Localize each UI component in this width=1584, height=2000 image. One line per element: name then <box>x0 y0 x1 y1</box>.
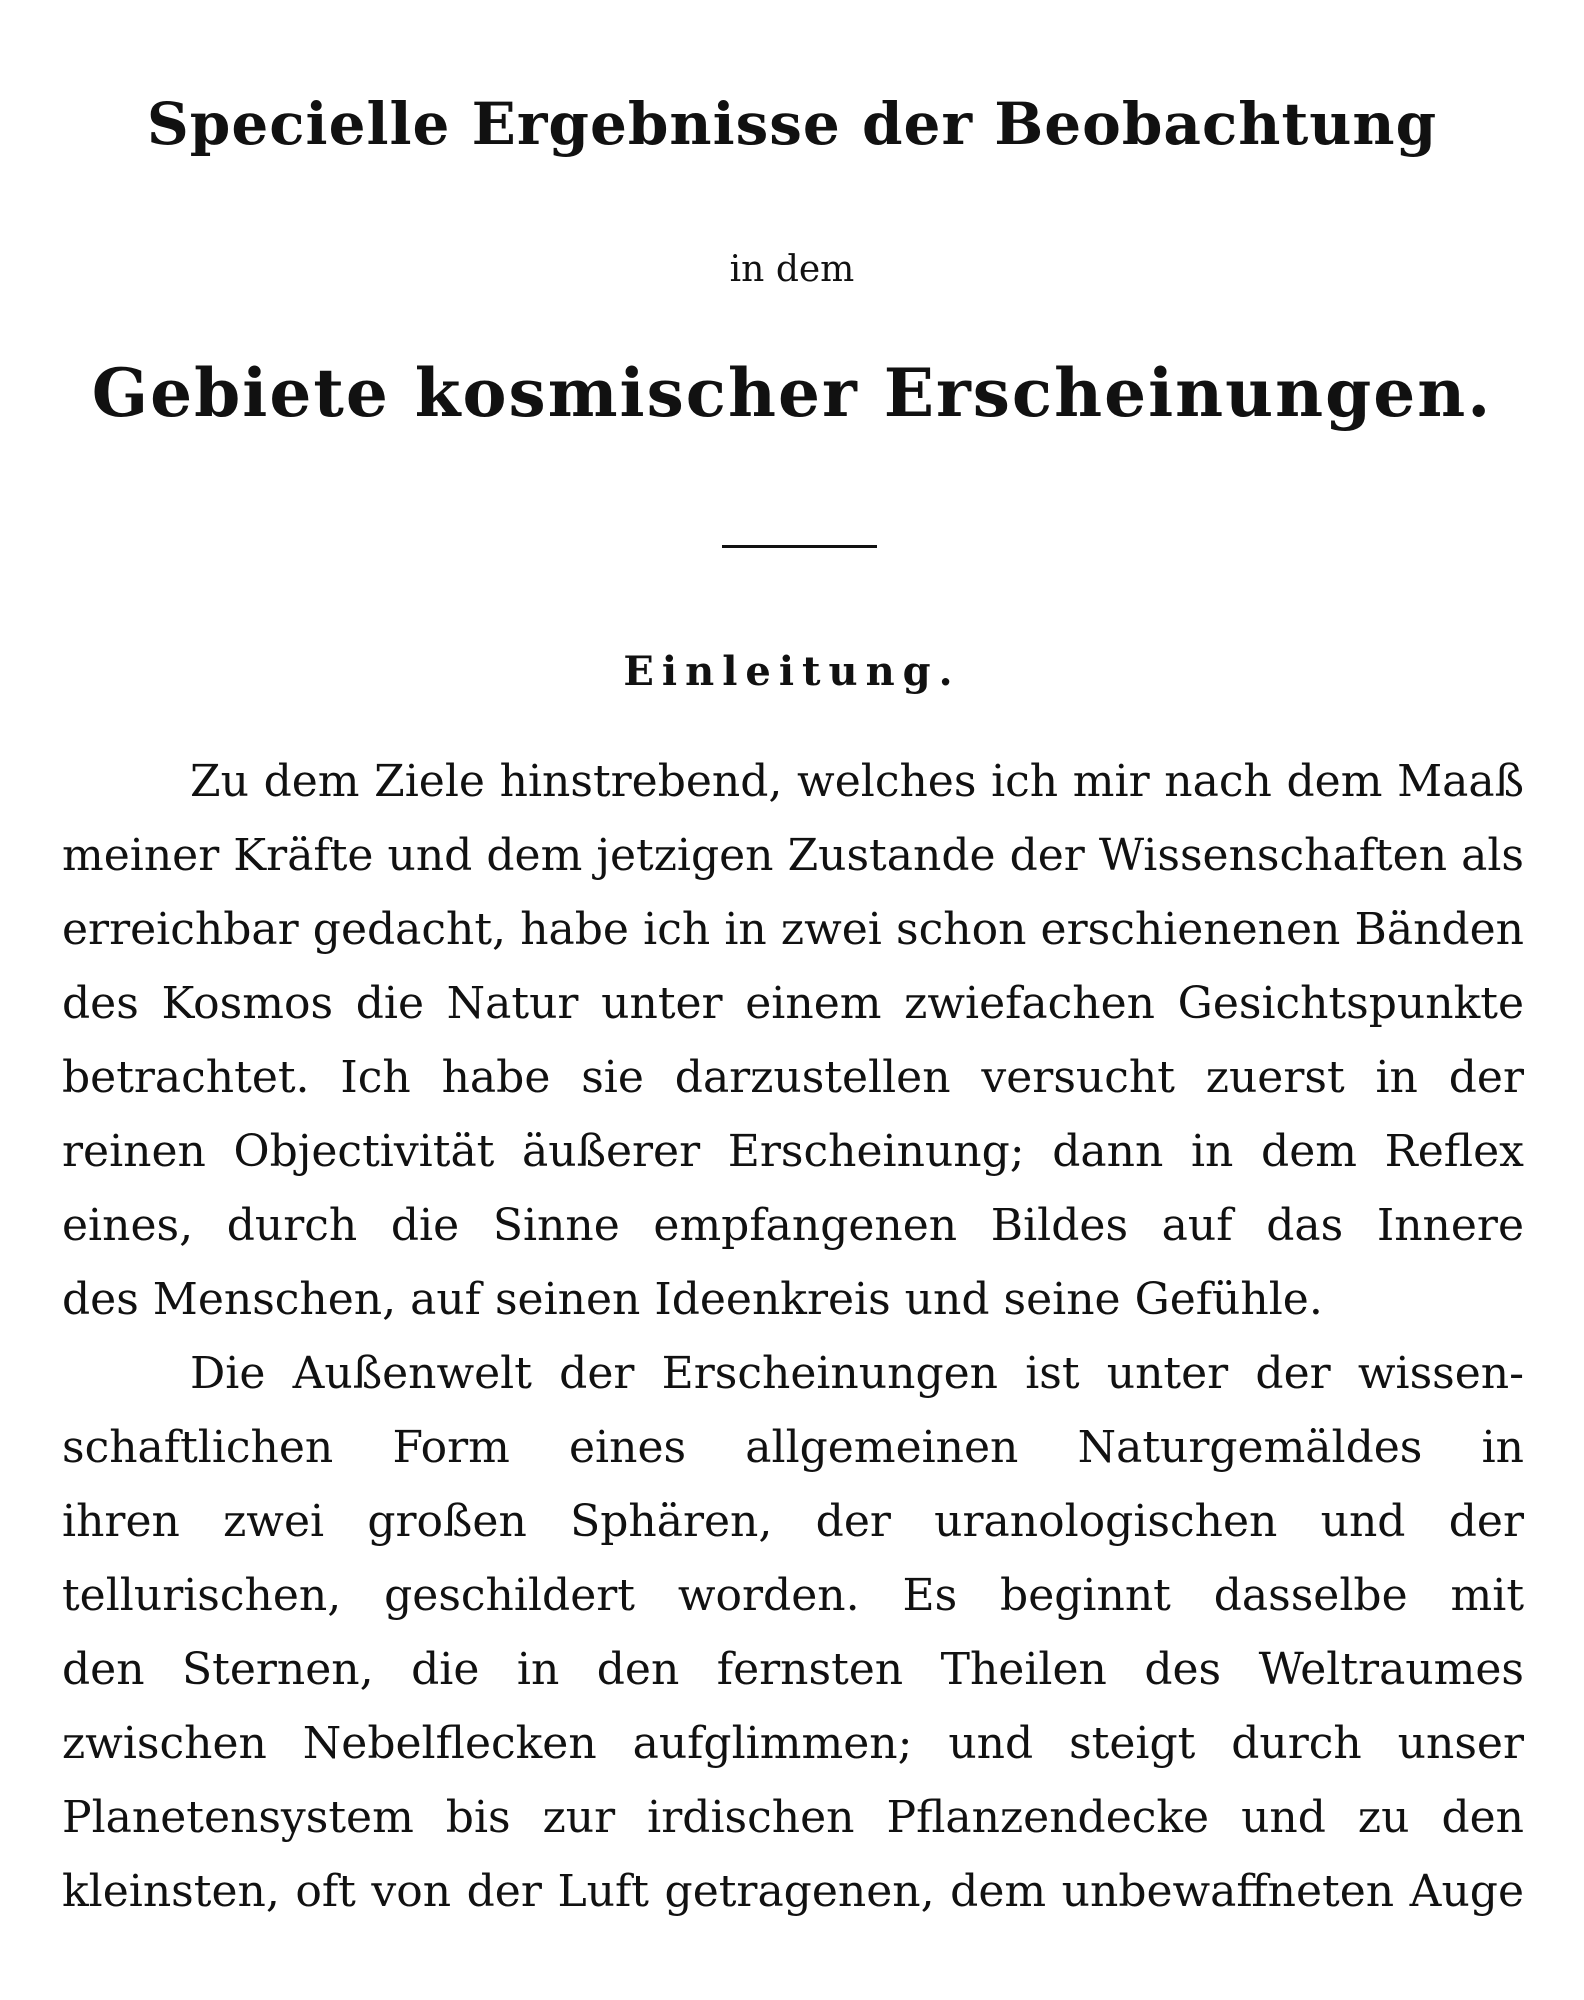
title-connector: in dem <box>729 249 855 290</box>
text-line: Planetensystem bis zur irdischen Pflanzendecke und zu den <box>62 1792 1524 1843</box>
text-line: betrachtet. Ich habe sie darzustellen versucht zuerst in der <box>62 1052 1524 1103</box>
section-heading: Einleitung. <box>623 648 961 695</box>
paragraph-2 <box>62 1337 1524 1929</box>
text-line: Zu dem Ziele hinstrebend, welches ich mir nach dem Maaß <box>190 756 1524 807</box>
text-line: zwischen Nebelflecken aufglimmen; und steigt durch unser <box>62 1718 1524 1769</box>
text-line: eines, durch die Sinne empfangenen Bildes auf das Innere <box>62 1200 1524 1251</box>
text-line: des Kosmos die Natur unter einem zwiefachen Gesichtspunkte <box>62 978 1524 1029</box>
text-line: des Menschen, auf seinen Ideenkreis und seine Gefühle. <box>62 1274 1323 1325</box>
text-line: den Sternen, die in den fernsten Theilen des Weltraumes <box>62 1644 1524 1695</box>
title-subject: Gebiete kosmischer Erscheinungen. <box>91 354 1493 432</box>
text-line: meiner Kräfte und dem jetzigen Zustande der Wissenschaften als <box>62 830 1524 881</box>
text-line: reinen Objectivität äußerer Erscheinung; dann in dem Reflex <box>62 1126 1524 1177</box>
paragraph-1 <box>62 745 1524 1337</box>
text-line: Die Außenwelt der Erscheinungen ist unter der wissen- <box>190 1348 1524 1399</box>
title-main: Specielle Ergebnisse der Beobachtung <box>146 90 1438 158</box>
title-divider <box>722 545 877 548</box>
text-line: schaftlichen Form eines allgemeinen Naturgemäldes in <box>62 1422 1524 1473</box>
text-line: erreichbar gedacht, habe ich in zwei schon erschienenen Bänden <box>62 904 1524 955</box>
body-text <box>62 745 1524 1929</box>
text-line: tellurischen, geschildert worden. Es beginnt dasselbe mit <box>62 1570 1524 1621</box>
text-line: kleinsten, oft von der Luft getragenen, dem unbewaffneten Auge <box>62 1866 1524 1917</box>
text-line: ihren zwei großen Sphären, der uranologischen und der <box>62 1496 1524 1547</box>
